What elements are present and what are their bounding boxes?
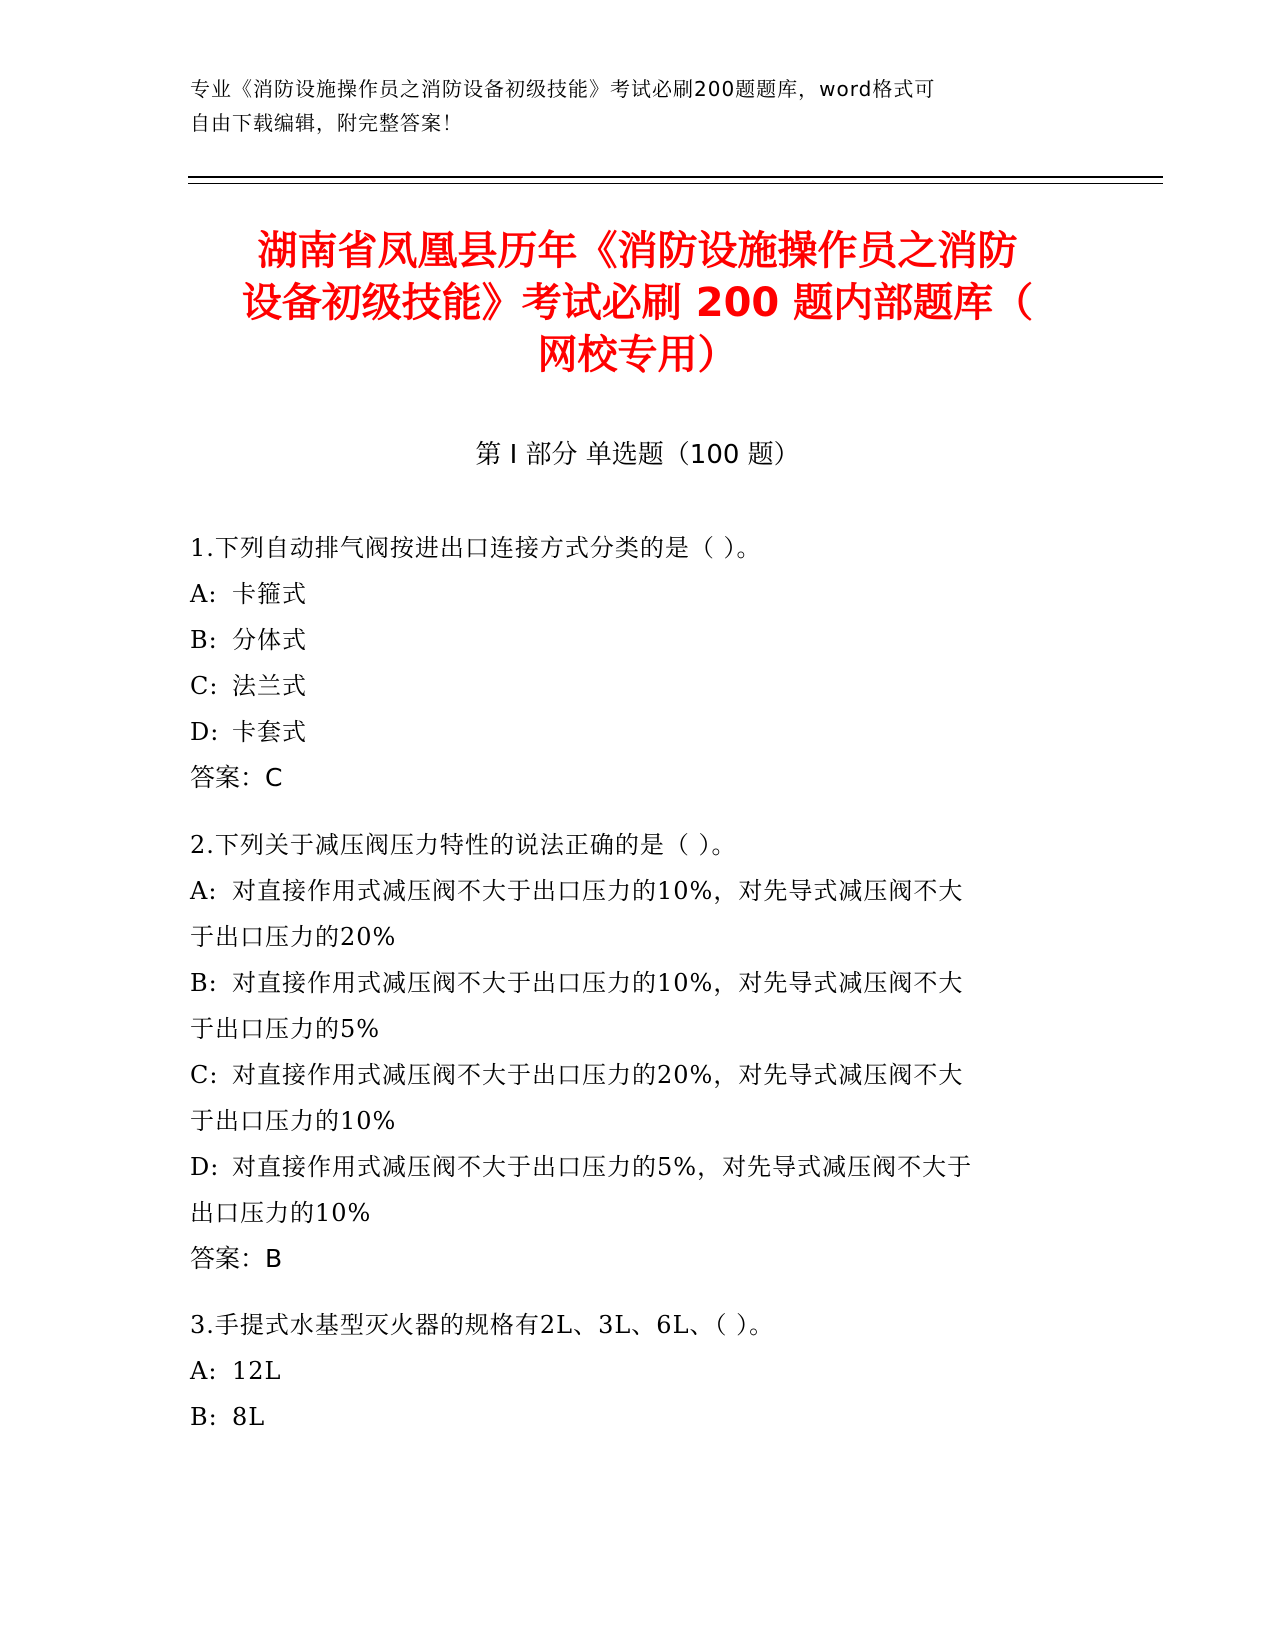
option-text: 12L	[232, 1357, 282, 1385]
option-d	[190, 1144, 1090, 1236]
option-letter: A:	[190, 580, 218, 608]
option-text-line-2: 于出口压力的20%	[190, 923, 397, 951]
option-text: 法兰式	[232, 672, 307, 700]
title-line-1: 湖南省凤凰县历年《消防设施操作员之消防	[257, 228, 1018, 274]
option-a	[190, 1348, 1090, 1394]
header-divider-thick	[188, 176, 1163, 178]
option-letter: D:	[190, 1153, 220, 1181]
option-b	[190, 960, 1090, 1052]
section-heading: 第 I 部分 单选题（100 题）	[475, 440, 800, 470]
question-stem: 3.手提式水基型灭火器的规格有2L、3L、6L、（ ）。	[190, 1311, 775, 1339]
option-a	[190, 868, 1090, 960]
header-line-1: 专业《消防设施操作员之消防设备初级技能》考试必刷200题题库，word格式可	[190, 77, 936, 101]
option-d	[190, 709, 1090, 755]
option-text-line-2: 于出口压力的10%	[190, 1107, 397, 1135]
option-b	[190, 1394, 1090, 1440]
answer: 答案：C	[190, 763, 283, 792]
option-text: 卡箍式	[232, 580, 307, 608]
title-line-3: 网校专用）	[537, 332, 738, 378]
header-divider-thin	[188, 183, 1163, 184]
option-letter: B:	[190, 969, 218, 997]
option-letter: C:	[190, 1061, 219, 1089]
option-a	[190, 571, 1090, 617]
option-text: 分体式	[232, 626, 307, 654]
option-letter: B:	[190, 1403, 218, 1431]
answer: 答案：B	[190, 1244, 283, 1273]
option-text-line-2: 出口压力的10%	[190, 1199, 372, 1227]
option-c	[190, 663, 1090, 709]
option-text-line-1: 对直接作用式减压阀不大于出口压力的20%，对先导式减压阀不大	[232, 1061, 964, 1089]
option-text-line-1: 对直接作用式减压阀不大于出口压力的10%，对先导式减压阀不大	[232, 877, 964, 905]
title-line-2: 设备初级技能》考试必刷 200 题内部题库（	[241, 280, 1034, 326]
option-text-line-1: 对直接作用式减压阀不大于出口压力的10%，对先导式减压阀不大	[232, 969, 964, 997]
option-letter: B:	[190, 626, 218, 654]
option-text: 8L	[232, 1403, 266, 1431]
option-text-line-1: 对直接作用式减压阀不大于出口压力的5%，对先导式减压阀不大于	[232, 1153, 973, 1181]
option-letter: A:	[190, 1357, 218, 1385]
option-text-line-2: 于出口压力的5%	[190, 1015, 381, 1043]
option-letter: A:	[190, 877, 218, 905]
option-b	[190, 617, 1090, 663]
question-stem: 2.下列关于减压阀压力特性的说法正确的是（ ）。	[190, 831, 737, 859]
option-text: 卡套式	[232, 718, 307, 746]
question-2	[190, 822, 1090, 1282]
header-line-2: 自由下载编辑，附完整答案！	[190, 111, 463, 135]
document-header-note	[190, 72, 1070, 140]
question-1	[190, 525, 1090, 801]
option-letter: D:	[190, 718, 220, 746]
question-3	[190, 1302, 1090, 1440]
option-c	[190, 1052, 1090, 1144]
document-title	[170, 225, 1105, 381]
option-letter: C:	[190, 672, 219, 700]
question-stem: 1.下列自动排气阀按进出口连接方式分类的是（ ）。	[190, 534, 762, 562]
